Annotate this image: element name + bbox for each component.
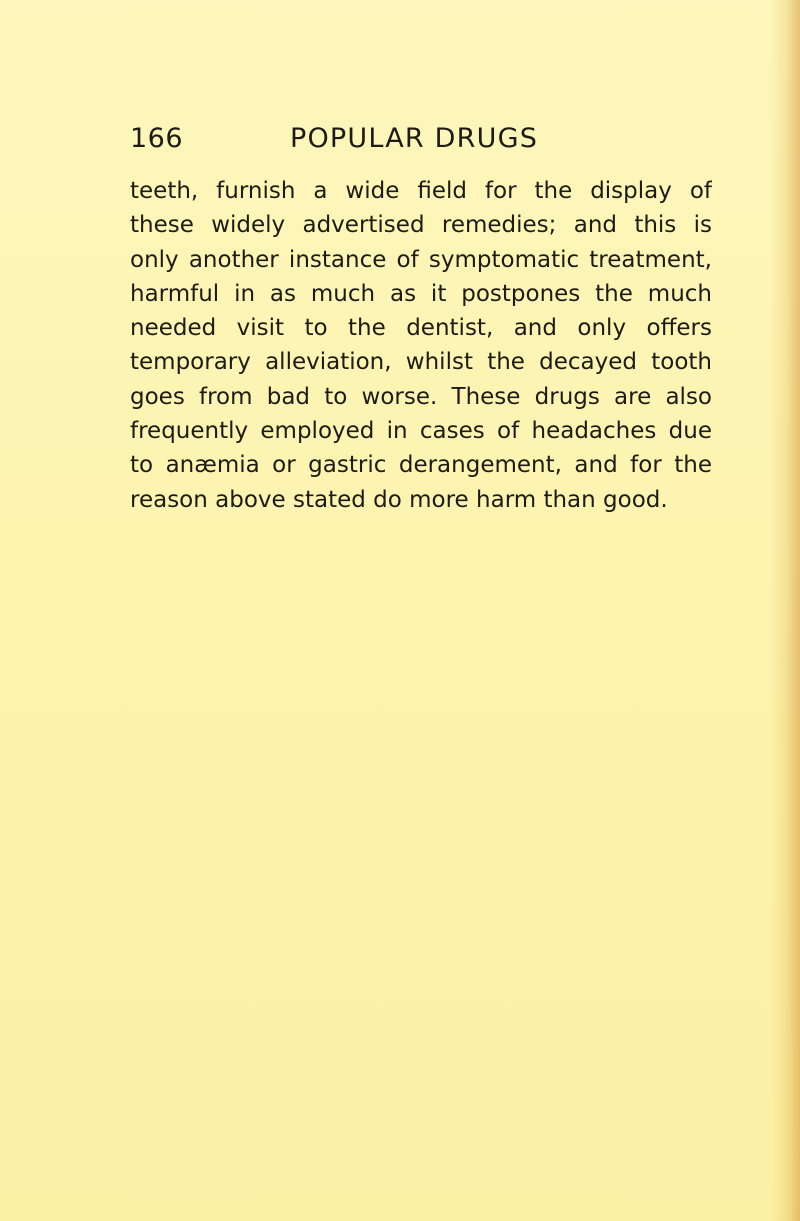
text-line: temporary alleviation, whilst the decayed tooth [130, 349, 712, 376]
body-paragraph [130, 174, 712, 517]
text-line: only another instance of symptomatic treatment, [130, 246, 712, 273]
text-line: reason above stated do more harm than good. [130, 486, 668, 513]
text-line: these widely advertised remedies; and this is [130, 212, 712, 239]
page-header [130, 119, 580, 159]
running-title: POPULAR DRUGS [290, 123, 539, 154]
text-line: goes from bad to worse. These drugs are also [130, 383, 712, 410]
text-line: frequently employed in cases of headaches due [130, 418, 712, 445]
text-line: to anæmia or gastric derangement, and for the [130, 452, 712, 479]
page-number: 166 [130, 123, 184, 154]
text-line: needed visit to the dentist, and only offers [130, 315, 712, 342]
text-line: harmful in as much as it postpones the much [130, 280, 712, 307]
text-line: teeth, furnish a wide field for the display of [130, 178, 712, 204]
